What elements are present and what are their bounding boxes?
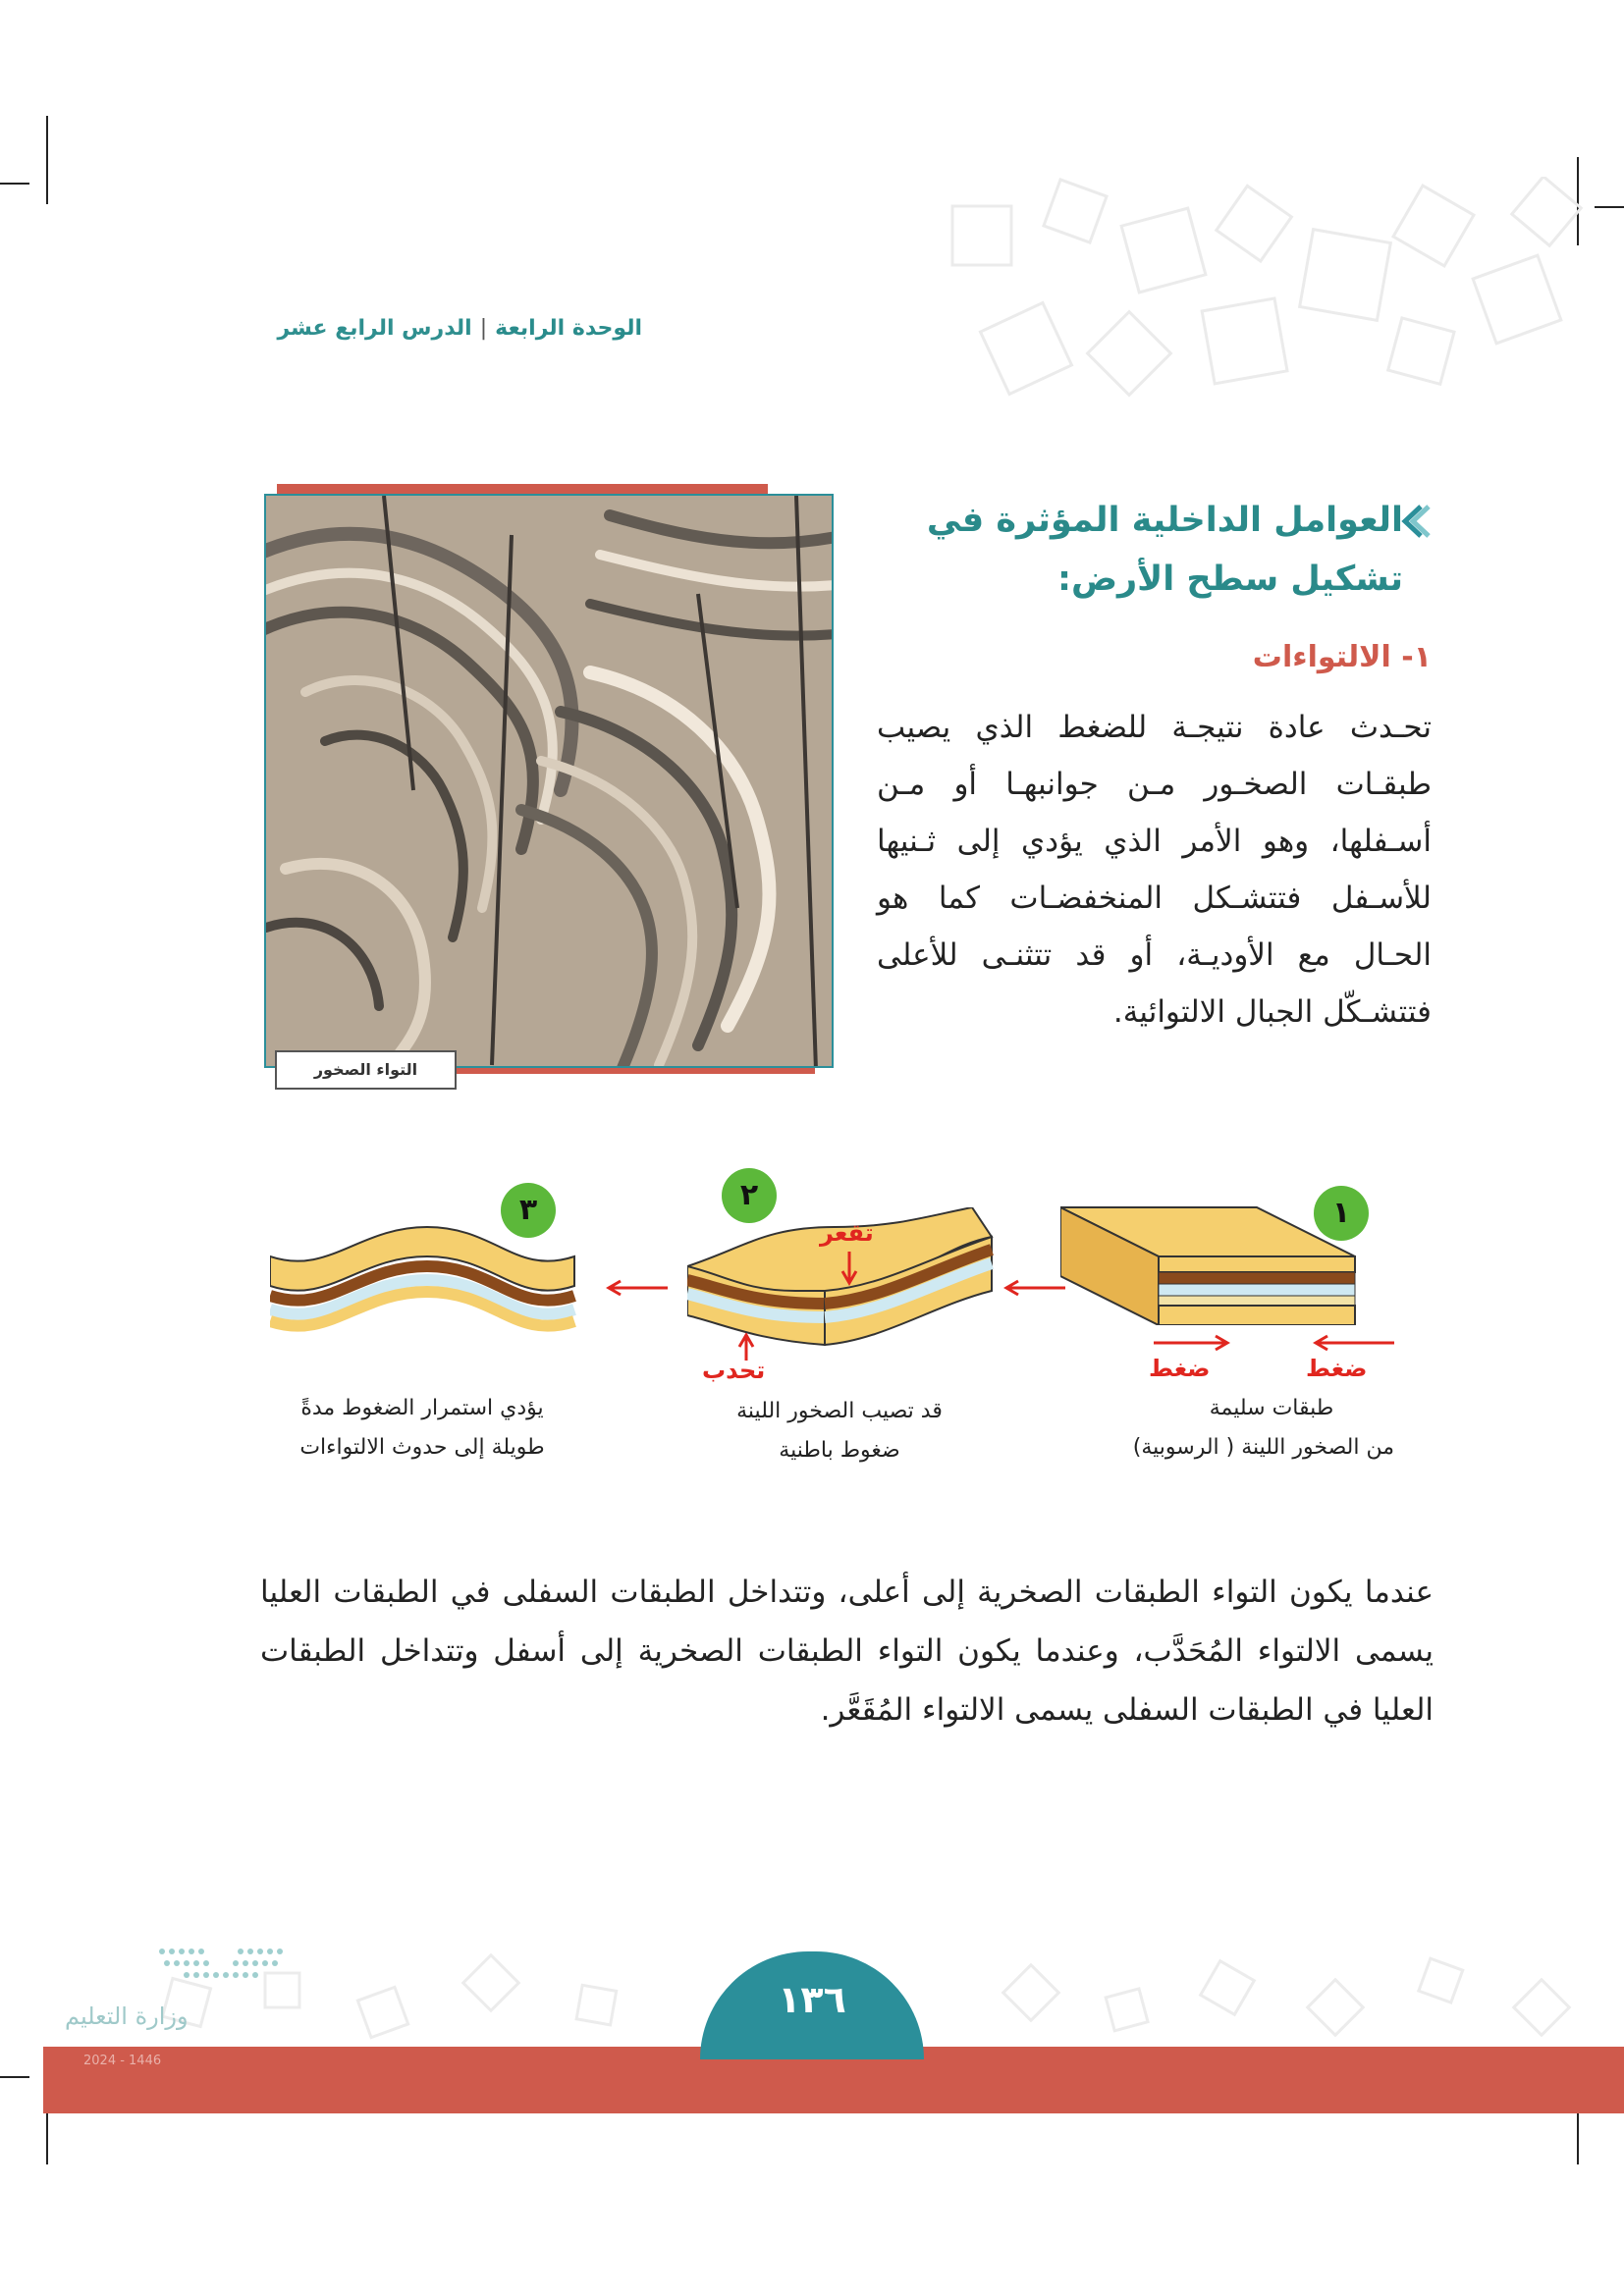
lesson-title: الدرس الرابع عشر bbox=[277, 316, 472, 341]
fold-types-paragraph: عندما يكون التواء الطبقات الصخرية إلى أعلى، وتتداخل الطبقات السفلى في الطبقات العليا يسمى الالتواء المُحَدَّب، وعندما يكون التواء الطبقات الصخرية إلى أسفل وتتداخل الطبقات العليا في الطبقات السفلى يسمى الالتواء المُقَعَّر. bbox=[260, 1575, 1434, 1728]
stage-2-label bbox=[677, 1392, 1001, 1470]
pressure-label-right: ضغط bbox=[1306, 1355, 1368, 1382]
stage-1-number: ١ bbox=[1314, 1186, 1369, 1241]
header-separator: | bbox=[479, 316, 488, 341]
crop-mark bbox=[0, 183, 29, 185]
subheading-folds: ١- الالتواءات bbox=[1252, 640, 1432, 674]
stage-1-label bbox=[1132, 1389, 1394, 1468]
concave-label: تقعر bbox=[820, 1219, 874, 1247]
unit-title: الوحدة الرابعة bbox=[495, 316, 642, 341]
stage-2-label-line1: قد تصيب الصخور اللينة bbox=[736, 1399, 943, 1423]
pressure-label-left: ضغط bbox=[1149, 1355, 1211, 1382]
decorative-pattern bbox=[933, 177, 1624, 432]
folded-rocks-illustration bbox=[266, 496, 834, 1068]
convex-label: تحدب bbox=[702, 1357, 766, 1384]
section-title: العوامل الداخلية المؤثرة في تشكيل سطح الأرض: bbox=[926, 501, 1403, 599]
folding-diagram bbox=[265, 1168, 1404, 1482]
stage-3-number: ٣ bbox=[501, 1183, 556, 1238]
pressure-arrows bbox=[1149, 1333, 1404, 1353]
stage-3-label-line1: يؤدي استمرار الضغوط مدةً bbox=[300, 1396, 544, 1420]
stage-2-number: ٢ bbox=[722, 1168, 777, 1223]
stage-1-label-line2: من الصخور اللينة ( الرسوبية) bbox=[1132, 1435, 1394, 1460]
stage-3-label-line2: طويلة إلى حدوث الالتواءات bbox=[299, 1435, 545, 1460]
stage-2-label-line2: ضغوط باطنية bbox=[779, 1438, 900, 1463]
photo-top-bar bbox=[277, 484, 768, 494]
ministry-name: وزارة التعليم bbox=[65, 2002, 189, 2030]
concave-arrow bbox=[839, 1252, 859, 1287]
page-number: ١٣٦ bbox=[778, 1978, 846, 2021]
arrow-stage2-to-3 bbox=[604, 1278, 673, 1298]
page-header bbox=[277, 316, 642, 341]
crop-mark bbox=[46, 116, 48, 204]
folded-rocks-photo bbox=[264, 494, 834, 1068]
arrow-stage1-to-2 bbox=[1001, 1278, 1070, 1298]
photo-caption: التواء الصخور bbox=[275, 1050, 457, 1090]
crop-mark bbox=[0, 2076, 29, 2078]
stage-1-label-line1: طبقات سليمة bbox=[1209, 1396, 1334, 1420]
folds-paragraph: تحـدث عادة نتيجـة للضغط الذي يصيب طبقـات الصخـور مـن جوانبهـا أو مـن أسـفلها، وهو الأمر الذي يؤدي إلى ثـنيها للأسـفل فتتشـكل المنخفضـات كما هو الحـال مع الأوديـة، أو قد تتثنـى للأعلى فتتشـكّل الجبال الالتوائية. bbox=[877, 710, 1432, 1030]
ministry-logo-icon bbox=[147, 1942, 295, 1986]
edition-year: 2024 - 1446 bbox=[83, 2054, 162, 2068]
stage-3-label bbox=[265, 1389, 579, 1468]
